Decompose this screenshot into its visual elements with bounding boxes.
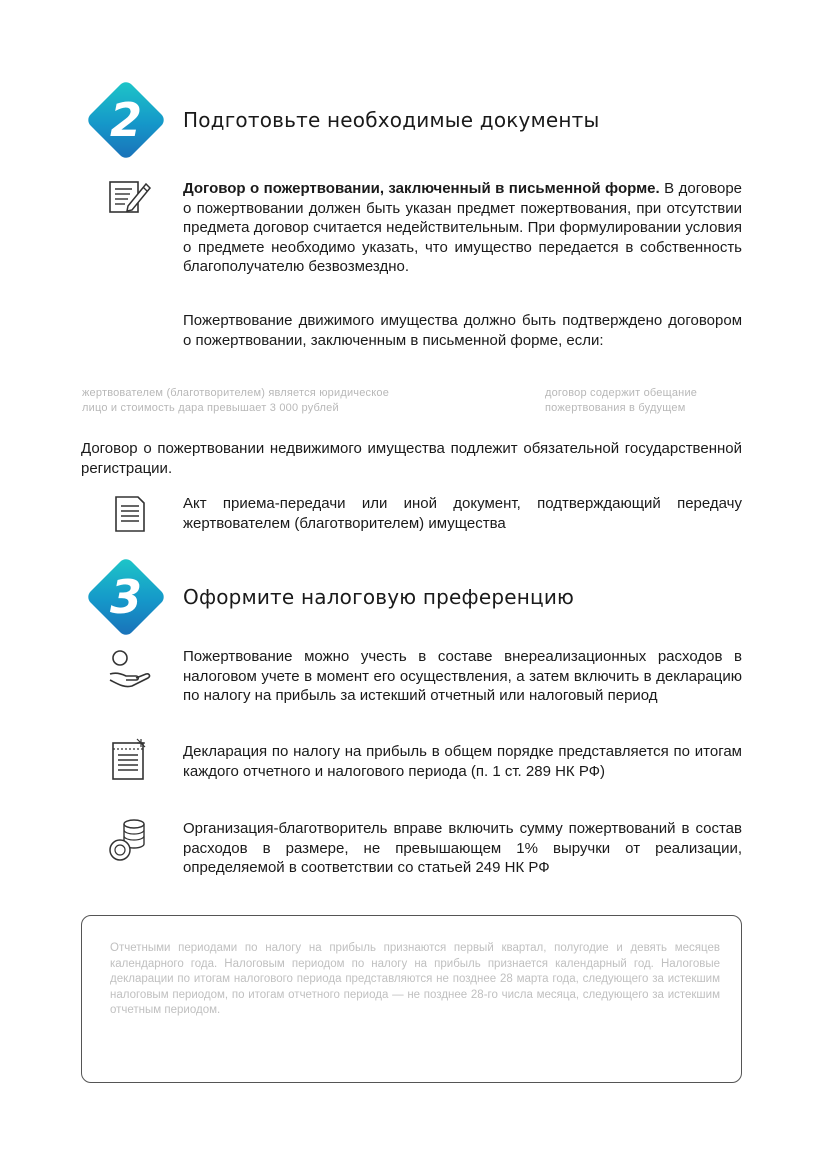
realty-registration-text: Договор о пожертвовании недвижимого имущества подлежит обязательной государственной регистрации. [81,440,742,477]
condition-left [82,386,502,416]
declaration-icon [110,737,150,783]
document-icon [113,494,147,534]
expense-item-3: Организация-благотворитель вправе включить сумму пожертвований в состав расходов в размере, не превышающем 1% выручки от реализации, определяемой в соответствии со статьей 249 НК РФ [183,820,742,876]
expense-item-1: Пожертвование можно учесть в составе внереализационных расходов в налоговом учете в момент его осуществления, а затем включить в декларацию по налогу на прибыль за истекший отчетный или налоговый период [183,648,742,704]
condition-right-line-1: договор содержит обещание [545,387,698,399]
note-text: Отчетными периодами по налогу на прибыль признаются первый квартал, полугодие и девять месяцев календарного года. Налоговым периодом по налогу на прибыль признается календарный год. Налоговые декларации по итогам налогового периода представляются не позднее 28 марта года, следующего за истекшим налоговым периодом, по итогам отчетного периода — не позднее 28-го числа месяца, следующего за истекшим отчетным периодом. [110,942,720,1017]
hand-coin-icon [106,648,154,692]
contract-section [183,179,742,277]
step-3-title: Оформите налоговую преференцию [183,585,575,609]
condition-right [545,386,745,416]
coins-stack-icon [106,818,152,864]
step-2-title: Подготовьте необходимые документы [183,108,600,132]
condition-left-line-2: лицо и стоимость дара превышает 3 000 рублей [82,402,339,414]
step-2-number: 2 [109,93,142,147]
contract-text: В договоре о пожертвовании должен быть указан предмет пожертвования, при отсутствии предмета договор считается недействительным. При формулировании условия о предмете необходимо указать, что имущество передается в собственность благополучателю безвозмездно. [183,180,743,275]
contract-heading: Договор о пожертвовании, заключенный в письменной форме. [183,180,660,197]
expense-item-2: Декларация по налогу на прибыль в общем порядке представляется по итогам каждого отчетного и налогового периода (п. 1 ст. 289 НК РФ) [183,743,742,780]
movable-property-text: Пожертвование движимого имущества должно быть подтверждено договором о пожертвовании, заключенным в письменной форме, если: [183,312,742,349]
document-pen-icon [108,178,154,216]
condition-left-line-1: жертвователем (благотворителем) является юридическое [82,387,390,399]
step-3-number: 3 [109,570,142,624]
act-text: Акт приема-передачи или иной документ, подтверждающий передачу жертвователем (благотворителем) имущества [183,495,742,532]
condition-right-line-2: пожертвования в будущем [545,402,686,414]
